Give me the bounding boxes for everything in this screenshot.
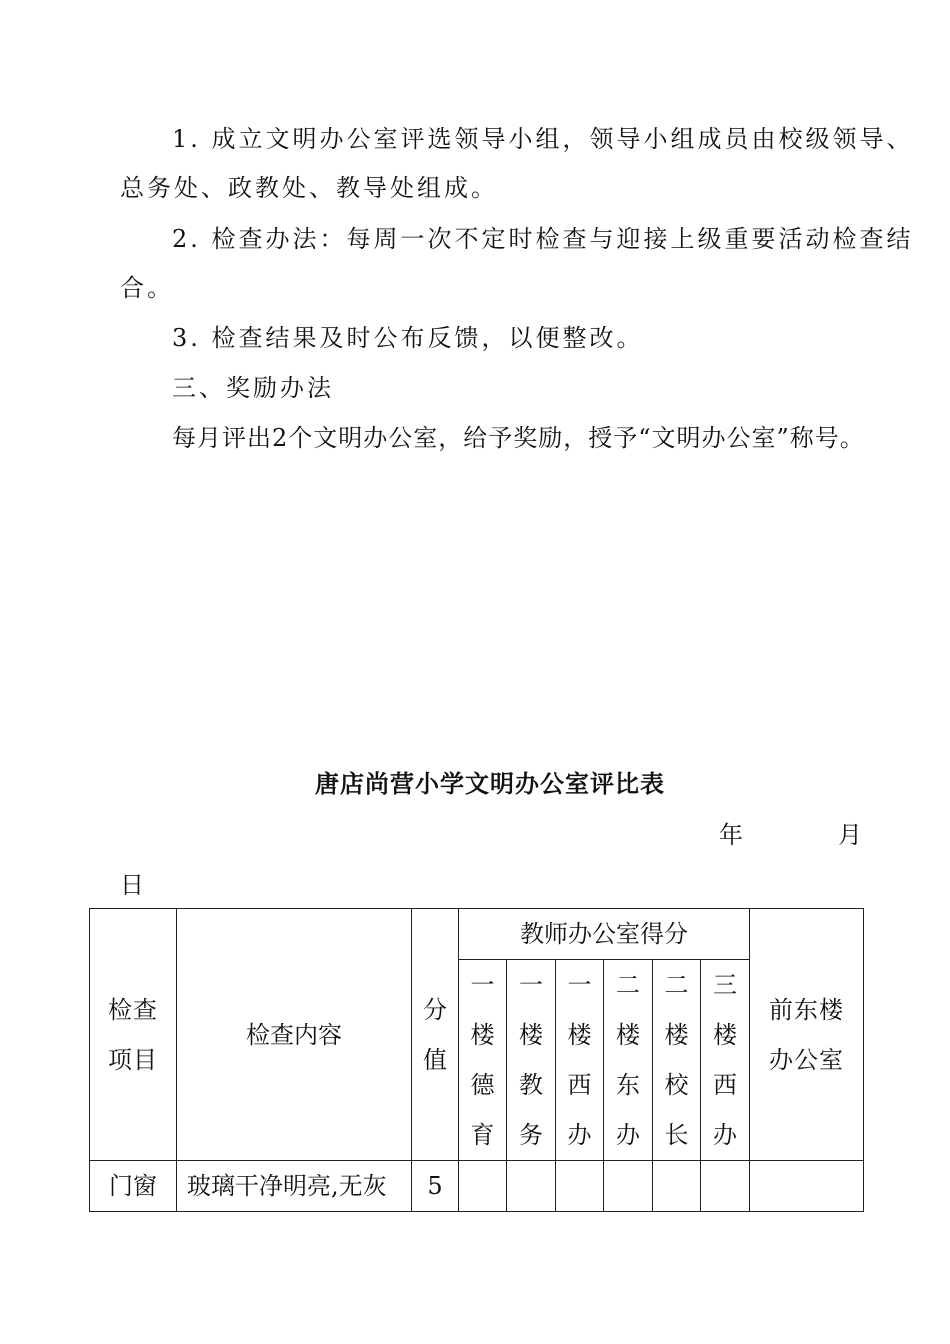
header-office-5: 二楼校长 (653, 960, 701, 1161)
score-cell[interactable] (556, 1161, 604, 1212)
score-table (89, 908, 864, 1212)
score-cell[interactable] (653, 1161, 701, 1212)
table-title: 唐店尚营小学文明办公室评比表 (315, 770, 665, 798)
date-year: 年 (719, 821, 746, 849)
header-score: 分值 (412, 909, 459, 1161)
header-office-4: 二楼东办 (604, 960, 653, 1161)
score-cell[interactable] (507, 1161, 556, 1212)
score-cell[interactable] (750, 1161, 864, 1212)
header-check-content: 检查内容 (177, 909, 412, 1161)
date-day: 日 (120, 871, 147, 899)
item3-line: 3. 检查结果及时公布反馈，以便整改。 (172, 324, 644, 352)
row-check-content: 玻璃干净明亮,无灰 (177, 1161, 412, 1212)
item1-line2: 总务处、政教处、教导处组成。 (120, 174, 498, 202)
date-month: 月 (838, 821, 865, 849)
header-office-1: 一楼德育 (459, 960, 507, 1161)
score-cell[interactable] (459, 1161, 507, 1212)
table-row (90, 1161, 864, 1212)
item1-line1: 1. 成立文明办公室评选领导小组，领导小组成员由校级领导、 (172, 125, 914, 153)
row-score: 5 (412, 1161, 459, 1212)
header-check-item: 检查项目 (90, 909, 177, 1161)
header-front-east-office: 前东楼办公室 (750, 909, 864, 1161)
header-office-2: 一楼教务 (507, 960, 556, 1161)
row-check-item: 门窗 (90, 1161, 177, 1212)
header-teacher-office-score: 教师办公室得分 (459, 909, 750, 960)
header-office-3: 一楼西办 (556, 960, 604, 1161)
reward-text: 每月评出2个文明办公室，给予奖励，授予“文明办公室”称号。 (172, 424, 865, 452)
score-cell[interactable] (701, 1161, 750, 1212)
item2-line2: 合。 (120, 274, 174, 302)
item2-line1: 2. 检查办法：每周一次不定时检查与迎接上级重要活动检查结 (172, 225, 914, 253)
section3-heading: 三、奖励办法 (172, 374, 334, 402)
score-cell[interactable] (604, 1161, 653, 1212)
header-office-6: 三楼西办 (701, 960, 750, 1161)
